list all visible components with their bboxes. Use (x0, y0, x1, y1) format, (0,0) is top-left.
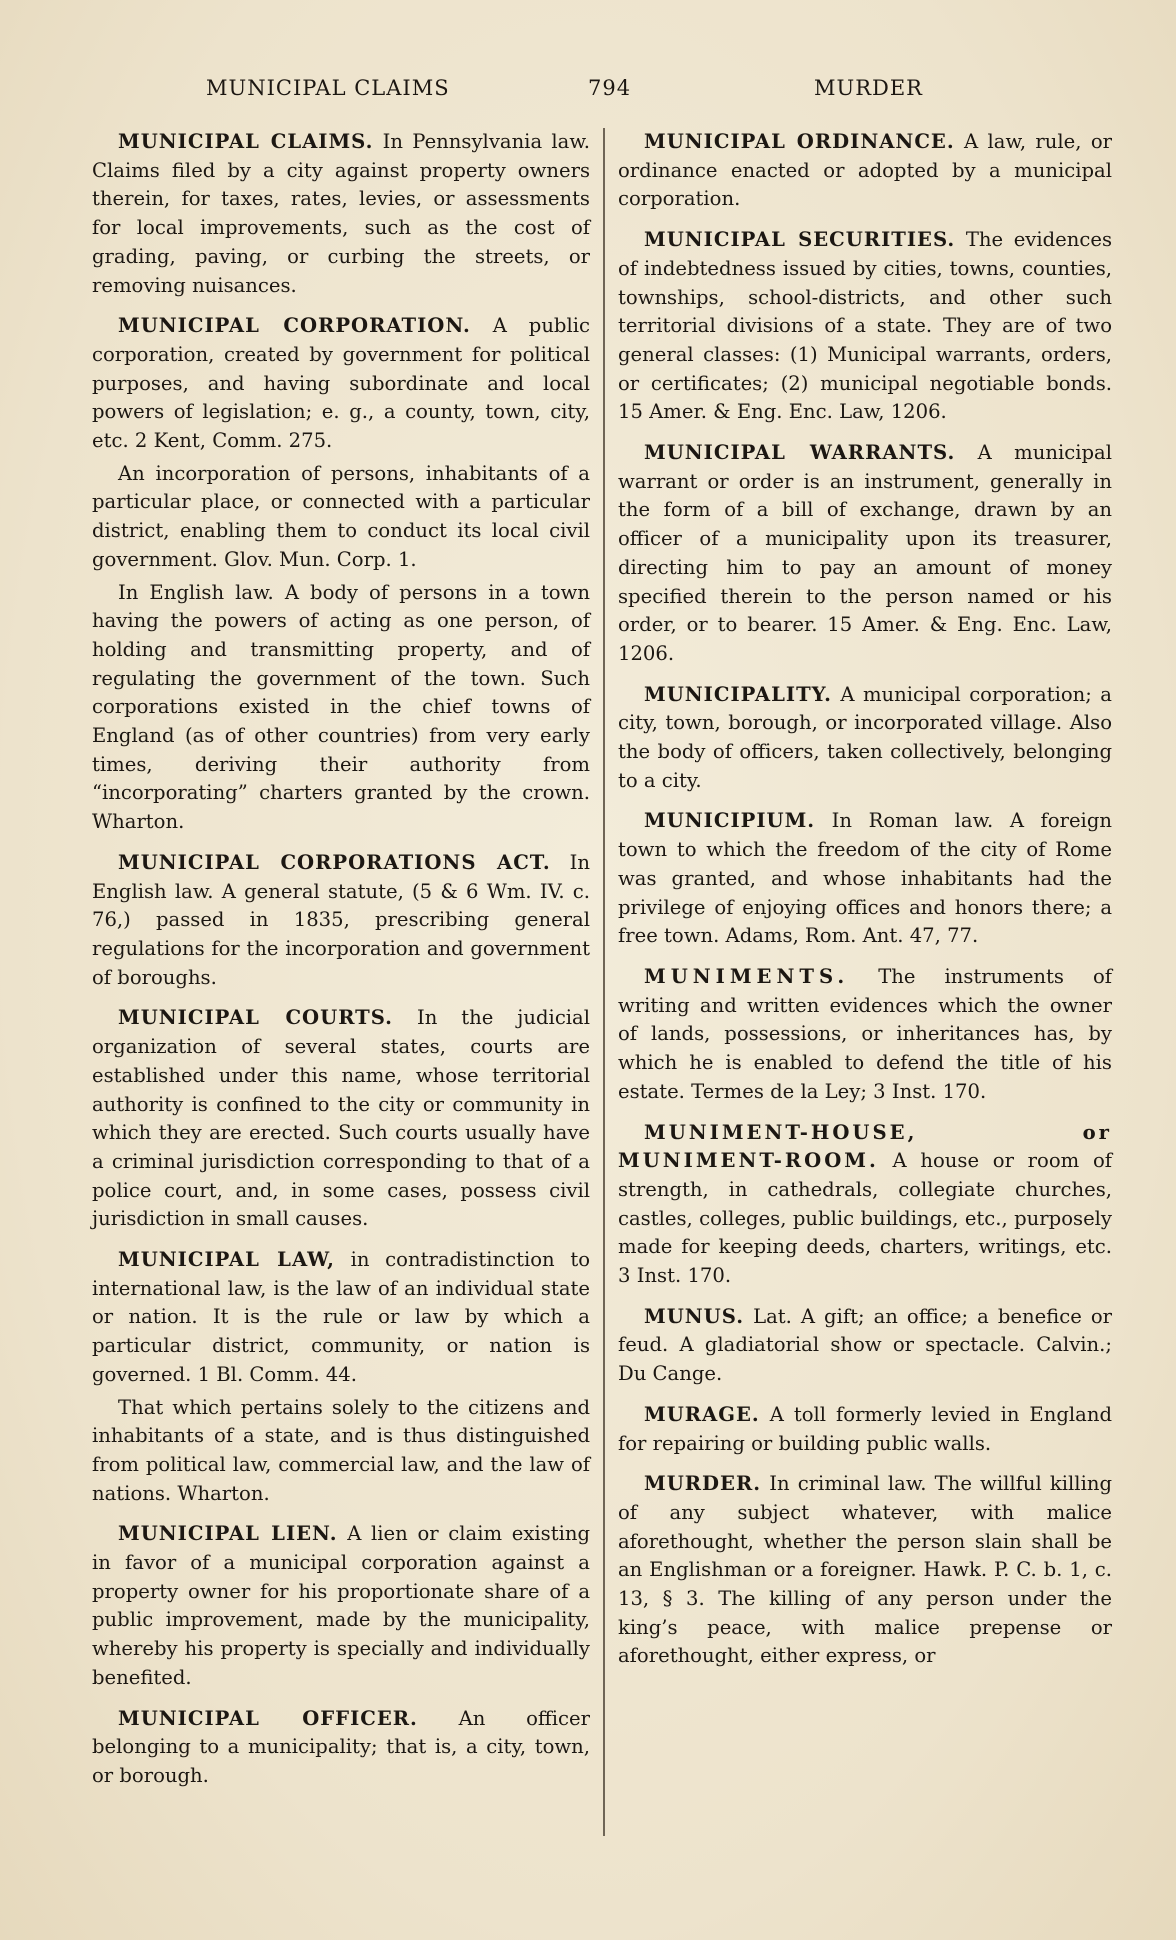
headword: MUNICIPAL CLAIMS. (118, 130, 374, 153)
headword: MUNICIPALITY. (644, 682, 832, 706)
entry-municipal-warrants (618, 439, 1112, 669)
headword: MUNICIPAL LAW, (118, 1248, 335, 1272)
running-head (0, 76, 1176, 106)
entry-munus (618, 1303, 1112, 1389)
entry-body: The evidences of indebtedness issued by cities, towns, counties, townships, school-districts, and other such territorial divisions of a state. They are of two general classes: (1) Municipal warrants, orders, or certificates; (2) municipal negotiable bonds. 15 Amer. & Eng. Enc. Law, 1206. (618, 228, 1113, 424)
entry-municipal-courts (92, 1004, 590, 1234)
entry-body: A law, rule, or ordinance enacted or adopted by a municipal corporation. (618, 130, 1112, 211)
entry-municipal-corporations-act (92, 849, 590, 993)
headword: MURDER. (644, 1472, 762, 1496)
entry-paragraph: An incorporation of persons, inhabitants of a particular place, or connected with a particular district, enabling them to conduct its local civil government. Glov. Mun. Corp. 1. (92, 461, 590, 571)
headword: MUNIMENTS. (644, 964, 850, 988)
entry-municipal-corporation (92, 312, 590, 456)
entry-body: In English law. A general statute, (5 & 6 Wm. IV. c. 76,) passed in 1835, prescribing general regulations for the incorporation and government of boroughs. (92, 850, 590, 989)
entry-municipal-claims (92, 128, 590, 300)
entry-murage (618, 1401, 1112, 1458)
entry-body: In Roman law. A foreign town to which the freedom of the city of Rome was granted, and whose inhabitants had the privilege of enjoying offices and honors there; a free town. Adams, Rom. Ant. 47, 77. (618, 809, 1112, 948)
entry-body: A lien or claim existing in favor of a municipal corporation against a property owner for his proportionate share of a public improvement, made by the municipality, whereby his property is specially and individually benefited. (92, 1522, 590, 1689)
entry-body: The instruments of writing and written evidences which the owner of lands, possessions, or inheritances has, by which he is enabled to defend the title of his estate. Termes de la Ley; 3 Inst. 170. (618, 964, 1112, 1103)
headword: MUNICIPAL ORDINANCE. (644, 130, 955, 153)
entry-murder (618, 1470, 1112, 1671)
headword: MURAGE. (644, 1402, 760, 1426)
entry-municipality (618, 681, 1112, 796)
entry-body: A house or room of strength, in cathedrals, collegiate churches, castles, colleges, public buildings, etc., purposely made for keeping deeds, charters, writings, etc. 3 Inst. 170. (618, 1149, 1112, 1288)
entry-municipal-lien (92, 1520, 590, 1692)
running-head-left: MUNICIPAL CLAIMS (206, 76, 450, 100)
left-column (92, 128, 590, 1803)
entry-body: In the judicial organization of several states, courts are established under this name, whose territorial authority is confined to the city or community in which they are erected. Such courts usually have a criminal jurisdiction corresponding to that of a police court, and, in some cases, possess civil jurisdiction in small causes. (92, 1006, 591, 1231)
entry-body: In Pennsylvania law. Claims filed by a city against property owners therein, for taxes, rates, levies, or assessments for local improvements, such as the cost of grading, paving, or curbing the streets, or removing nuisances. (92, 130, 590, 297)
entry-body: in contradistinction to international law, is the law of an individual state or nation. It is the rule or law by which a particular district, community, or nation is governed. 1 Bl. Comm. 44. (92, 1248, 590, 1386)
headword: MUNICIPAL OFFICER. (118, 1706, 418, 1730)
entry-body: An officer belonging to a municipality; that is, a city, town, or borough. (92, 1706, 590, 1787)
entry-municipal-ordinance (618, 128, 1112, 214)
entry-body: Lat. A gift; an office; a benefice or feud. A gladiatorial show or spectacle. Calvin.; Du Cange. (618, 1304, 1112, 1386)
headword: MUNICIPAL SECURITIES. (644, 228, 956, 252)
column-divider (603, 128, 605, 1836)
headword: MUNICIPAL WARRANTS. (644, 441, 956, 465)
entry-paragraph: That which pertains solely to the citizens and inhabitants of a state, and is thus distinguished from political law, commercial law, and the law of nations. Wharton. (92, 1395, 590, 1505)
entry-municipal-officer (92, 1705, 590, 1791)
entry-municipal-securities (618, 226, 1112, 427)
entry-muniments (618, 963, 1112, 1107)
entry-municipium (618, 807, 1112, 951)
headword: MUNIMENT-HOUSE, or MUNIMENT-ROOM. (618, 1120, 1112, 1173)
entry-body: In criminal law. The willful killing of any subject whatever, with malice aforethought, whether the person slain shall be an Englishman or a foreigner. Hawk. P. C. b. 1, c. 13, § 3. The killing of any person under the king’s peace, with malice prepense or aforethought, either express, or (618, 1472, 1112, 1668)
entry-body: A toll formerly levied in England for repairing or building public walls. (618, 1402, 1112, 1455)
entry-body: A municipal corporation; a city, town, borough, or incorporated village. Also the body of officers, taken collectively, belonging to a city. (618, 682, 1112, 792)
entry-muniment-house (618, 1119, 1112, 1291)
headword: MUNICIPAL CORPORATION. (118, 314, 471, 338)
entry-body: A public corporation, created by government for political purposes, and having subordinate and local powers of legislation; e. g., a county, town, city, etc. 2 Kent, Comm. 275. (92, 314, 590, 453)
running-head-right: MURDER (814, 76, 923, 100)
headword: MUNICIPAL COURTS. (118, 1006, 393, 1030)
entry-municipal-law (92, 1246, 590, 1390)
headword: MUNUS. (644, 1304, 745, 1328)
headword: MUNICIPAL LIEN. (118, 1522, 338, 1546)
right-column (618, 128, 1112, 1683)
page-number: 794 (588, 76, 632, 100)
headword: MUNICIPIUM. (644, 809, 816, 833)
entry-paragraph: In English law. A body of persons in a town having the powers of acting as one person, of holding and transmitting property, and of regulating the government of the town. Such corporations existed in the chief towns of England (as of other countries) from very early times, deriving their authority from “incorporating” charters granted by the crown. Wharton. (92, 580, 590, 834)
entry-body: A municipal warrant or order is an instrument, generally in the form of a bill of exchange, drawn by an officer of a municipality upon its treasurer, directing him to pay an amount of money specified therein to the person named or his order, or to bearer. 15 Amer. & Eng. Enc. Law, 1206. (618, 441, 1112, 665)
headword: MUNICIPAL CORPORATIONS ACT. (118, 850, 551, 874)
